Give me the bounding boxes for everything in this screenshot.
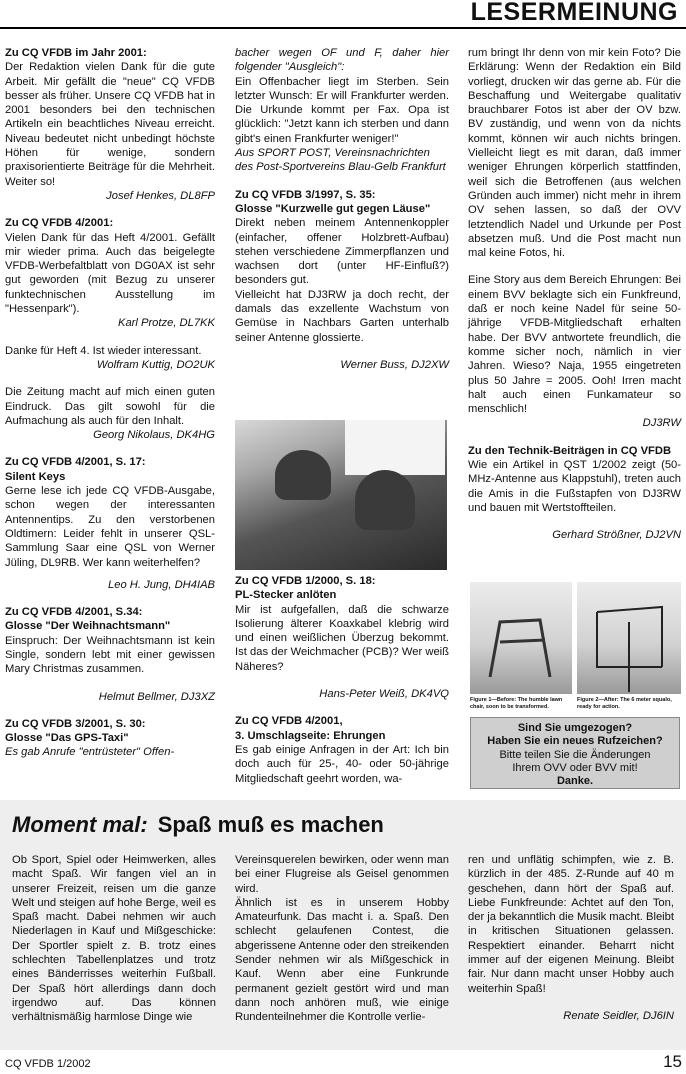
letter-text: Direkt neben meinem Antennenkoppler (einfacher, offener Holzbrett-Aufbau) stehen verschiedene Zimmerpflanzen und wachsen dort (unter HF-Einfluß?) besonders gut. [235,217,449,287]
box-signature: Renate Seidler, DJ6IN [563,1009,674,1022]
column-2 [235,46,449,372]
letter-heading: Zu CQ VFDB 1/2000, S. 18: [235,575,376,587]
letter-text: Ein Offenbacher liegt im Sterben. Sein letzter Wunsch: Er will Frankfurter werden. Die Urkunde kommt per Fax. Opa ist glücklich: "Jetzt kann ich sterben und dann gibt's einen Frankfurter weniger!" [235,75,449,145]
notice-line: Sind Sie umgezogen? [517,722,633,734]
photo-antenna-after [577,582,681,694]
box-title [12,812,384,838]
box-column-3 [468,853,674,1023]
letter-signature: Leo H. Jung, DH4IAB [108,578,215,591]
letter-heading: Zu CQ VFDB im Jahr 2001: [5,47,147,59]
lawn-chair-drawing [470,582,572,694]
letter-heading: Zu den Technik-Beiträgen in CQ VFDB [468,444,672,457]
letter-text: Der Redaktion vielen Dank für die gute Arbeit. Mir gefällt die "neue" CQ VFDB besser als früher. Unsere CQ VFDB hat in 2001 besonders bei den technischen Artikeln ein beachtliches Niveau erreicht. Niveau bedeutet nicht unbedingt höchste Höhen für wenige, sondern praxisorientierte Beiträge für die Mehrheit. Weiter so! [5,61,215,188]
letter-subheading: PL-Stecker anlöten [235,589,337,602]
section-title: LESERMEINUNG [470,0,678,26]
notice-line: Bitte teilen Sie die Änderungen [499,748,651,761]
letter-heading: Zu CQ VFDB 4/2001, [235,715,343,728]
box-column-1 [12,853,216,1025]
letter-text: Eine Story aus dem Bereich Ehrungen: Bei einem BVV beklagte sich ein Funkfreund, daß er noch keine Nadel für seine 50-jährige VFDB-Mitgliedschaft erhalten habe. Der BVV antwortete freundlich, die komme sicher noch, nämlich in vier Jahren. Wieso? Naja, 1955 eingetreten plus 50 Jahre = 2005. Ooh! Irren macht halt auch einen Funkamateur so menschlich! [468,274,681,416]
window-light [345,420,445,475]
box-title-main: Spaß muß es machen [157,812,384,837]
box-title-prefix: Moment mal: [12,812,148,837]
plant-shape [355,470,415,530]
letter-source: Aus SPORT POST, Vereinsnachrichten des Post-Sportvereins Blau-Gelb Frankfurt [235,147,446,174]
antenna-drawing [577,582,681,694]
letter-signature: Werner Buss, DJ2XW [340,358,449,371]
letter-heading: Zu CQ VFDB 4/2001, S. 17: [5,456,146,469]
letter-subheading: Glosse "Das GPS-Taxi" [5,732,129,745]
letter-text: Vielleicht hat DJ3RW ja doch recht, der damals das exzellente Wachstum von Gemüse in Nachbars Garten unterhalb seiner Antenne glossierte. [235,288,449,344]
box-text: ren und unflätig schimpfen, wie z. B. kürzlich in der 485. Z-Runde auf 40 m geschehen, dann hört der Spaß auf. Liebe Funkfreunde: Achtet auf den Ton, der ja bekanntlich die Musik macht. Bleibt in kritischen Situationen gelassen. Respektiert einander. Beharrt nicht immer auf der eigenen Meinung. Bleibt fair. Nur dann macht unser Hobby auch weiterhin Spaß! [468,854,674,995]
letter-signature: DJ3RW [642,417,681,430]
notice-line: Haben Sie ein neues Rufzeichen? [487,735,663,748]
box-text: Ähnlich ist es in unserem Hobby Amateurfunk. Das macht i. a. Spaß. Den schlecht gelaufenen Contest, die abgerissene Antenne oder den streikenden Sender nehmen wir als Mißgeschick in Kauf. Wenn aber eine Funkrunde permanent gezielt gestört wird und man dann noch anhören muß, wie einige Rundenteilnehmer die Kontrolle verlie- [235,896,449,1024]
letter-text: Gerne lese ich jede CQ VFDB-Ausgabe, schon wegen der interessanten Antennentips. Zu den verstorbenen Oldtimern: Leider fehlt in unserer QSL-Sammlung Saar eine QSL von Werner Jüling, DL9RB. Wer kann weiterhelfen? [5,485,215,569]
letter-heading: Zu CQ VFDB 4/2001, S.34: [5,606,143,619]
column-3 [468,46,681,543]
column-2-lower [235,574,449,786]
letter-text: Danke für Heft 4. Ist wieder interessant. [5,344,202,357]
letter-text: Es gab Anrufe "entrüsteter" Offen- [5,746,175,759]
column-1 [5,46,215,760]
letter-text: Einspruch: Der Weihnachtsmann ist kein Single, sondern lebt mit einer gewissen Mary Christmas zusammen. [5,634,215,676]
letter-text: Die Zeitung macht auf mich einen guten Eindruck. Das gilt sowohl für die Aufmachung als auch für den Inhalt. [5,386,215,427]
box-text: Vereinsquerelen bewirken, oder wenn man bei einer Flugreise als Geisel genommen wird. [235,854,449,895]
letter-heading: Zu CQ VFDB 3/1997, S. 35: [235,188,376,201]
letter-text: rum bringt Ihr denn von mir kein Foto? Die Erklärung: Wenn der Redaktion ein Bild vorliegt, drucken wir das gerne ab. Für die Beschaffung und Weitergabe qualitativ brauchbarer Fotos ist aber der OV bzw. BV zuständig, und wenn von da nichts kommt, können wir auch nichts bringen. Vielleicht liegt es mit daran, daß immer weniger Ehrungen körperlich stattfinden, weil sich die Betroffenen (aus welchen Gründen auch immer) nicht mehr in ihrem OV sehen lassen, so daß der OVV letztendlich Nadel und Urkunde per Post absetzen muß. Und die Post macht nun mal keine Fotos, hi. [468,47,681,260]
letter-signature: Helmut Bellmer, DJ3XZ [98,690,215,703]
letter-signature: Josef Henkes, DL8FP [106,189,215,202]
letter-text: Wie ein Artikel in QST 1/2002 zeigt (50-MHz-Antenne aus Klappstuhl), treten auch die Amis in die Fußstapfen von DJ3RW und bauen mit Wertstoffteilen. [468,459,681,514]
letter-subheading: 3. Umschlagseite: Ehrungen [235,729,386,742]
letter-text: Mir ist aufgefallen, daß die schwarze Isolierung älterer Koaxkabel klebrig wird und einen weißlichen Überzug bekommt. Ist das der Weichmacher (PCB)? Wer weiß Näheres? [235,603,449,673]
letter-signature: Karl Protze, DL7KK [117,317,215,330]
photo-plants-antenna-coupler [235,420,447,570]
letter-subheading: Glosse "Kurzwelle gut gegen Läuse" [235,202,431,215]
photo-lawn-chair-before [470,582,572,694]
footer-issue: CQ VFDB 1/2002 [5,1058,91,1070]
letter-signature: Georg Nikolaus, DK4HG [93,429,215,442]
letter-text: Vielen Dank für das Heft 4/2001. Gefällt mir wieder prima. Auch das beigelegte VFDB-Werbefaltblatt von DG0AX ist sehr gut geworden (mit Bezug zu unserer funktechnischen Ausstellung im "Hessenpark"). [5,231,215,316]
letter-subheading: Glosse "Der Weihnachtsmann" [5,620,171,633]
letter-signature: Hans-Peter Weiß, DK4VQ [319,688,449,701]
notice-line: Ihrem OVV oder BVV mit! [512,761,638,774]
box-text: Ob Sport, Spiel oder Heimwerken, alles macht Spaß. Wir fangen viel an in unserer Freizeit, reisen um die ganze Welt und steigen auf hohe Berge, weil es Spaß macht. Dabei nehmen wir auch Niederlagen in Kauf und Mißgeschicke: Der Sportler spielt z. B. trotz eines schlechten Tabellenplatzes und trotz eines Bänderrisses weiterhin Fußball. Der Spaß hört allerdings dann doch irgendwo auf. Das können verhältnismäßig harmlose Dinge wie [12,854,216,1024]
address-change-notice [470,717,680,789]
header-rule [0,27,686,29]
letter-heading: Zu CQ VFDB 3/2001, S. 30: [5,717,146,730]
figure-caption-2: Figure 2—After: The 6 meter squalo, ready for action. [577,697,672,710]
box-column-2 [235,853,449,1025]
letter-text: Es gab einige Anfragen in der Art: Ich bin doch auch für 25-, 40- oder 50-jährige Mitgliedschaft geehrt worden, wa- [235,743,449,785]
letter-heading: Zu CQ VFDB 4/2001: [5,217,114,230]
letter-intro: bacher wegen OF und F, daher hier folgender "Ausgleich": [235,47,449,74]
letter-subheading: Silent Keys [5,470,66,483]
page-number: 15 [663,1052,682,1071]
notice-line: Danke. [556,775,594,788]
letter-signature: Gerhard Strößner, DJ2VN [552,529,681,542]
figure-caption-1: Figure 1—Before: The humble lawn chair, soon to be transformed. [470,697,563,710]
plant-shape [275,450,331,500]
letter-signature: Wolfram Kuttig, DO2UK [96,358,215,371]
